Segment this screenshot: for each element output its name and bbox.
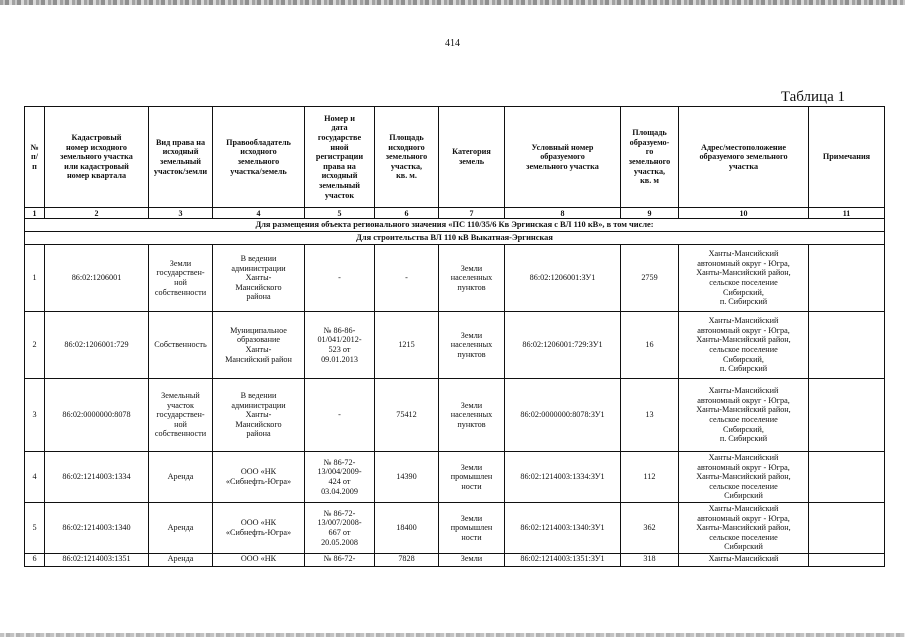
cell-conditional-number: 86:02:1206001:729:ЗУ1 bbox=[505, 312, 621, 379]
cell-cadastral-number: 86:02:1214003:1334 bbox=[45, 452, 149, 503]
header-new-area: Площадь образуемо- го земельного участка, кв. м bbox=[621, 107, 679, 208]
cell-source-area: 1215 bbox=[375, 312, 439, 379]
cell-address: Ханты-Мансийский автономный округ - Югра, Ханты-Мансийский район, сельское поселение Сибирский, п. Сибирский bbox=[679, 379, 809, 452]
cell-category: Земли bbox=[439, 554, 505, 567]
header-notes: Примечания bbox=[809, 107, 885, 208]
cell-category: Земли промышлен ности bbox=[439, 503, 505, 554]
cell-holder: ООО «НК «Сибнефть-Югра» bbox=[213, 503, 305, 554]
subsection-title: Для строительства ВЛ 110 кВ Выкатная-Эргинская bbox=[25, 232, 885, 245]
cell-cadastral-number: 86:02:1214003:1340 bbox=[45, 503, 149, 554]
column-number: 9 bbox=[621, 208, 679, 219]
section-row bbox=[25, 219, 885, 232]
subsection-row bbox=[25, 232, 885, 245]
cell-new-area: 13 bbox=[621, 379, 679, 452]
table-row bbox=[25, 554, 885, 567]
cell-address: Ханты-Мансийский bbox=[679, 554, 809, 567]
column-number: 8 bbox=[505, 208, 621, 219]
cell-cadastral-number: 86:02:0000000:8078 bbox=[45, 379, 149, 452]
column-number: 3 bbox=[149, 208, 213, 219]
cell-right-type: Аренда bbox=[149, 554, 213, 567]
scan-edge-top bbox=[0, 0, 905, 5]
cell-source-area: 14390 bbox=[375, 452, 439, 503]
cell-category: Земли промышлен ности bbox=[439, 452, 505, 503]
header-category: Категория земель bbox=[439, 107, 505, 208]
cell-conditional-number: 86:02:1206001:ЗУ1 bbox=[505, 245, 621, 312]
cell-registration: № 86-72- 13/004/2009- 424 от 03.04.2009 bbox=[305, 452, 375, 503]
column-number: 7 bbox=[439, 208, 505, 219]
header-num: № п/ п bbox=[25, 107, 45, 208]
cell-conditional-number: 86:02:0000000:8078:ЗУ1 bbox=[505, 379, 621, 452]
cell-row-number: 3 bbox=[25, 379, 45, 452]
cell-address: Ханты-Мансийский автономный округ - Югра, Ханты-Мансийский район, сельское поселение Сибирский bbox=[679, 452, 809, 503]
cell-cadastral-number: 86:02:1206001:729 bbox=[45, 312, 149, 379]
column-number: 1 bbox=[25, 208, 45, 219]
cell-source-area: 7828 bbox=[375, 554, 439, 567]
page-number: 414 bbox=[445, 38, 460, 49]
header-cadastral: Кадастровый номер исходного земельного участка или кадастровый номер квартала bbox=[45, 107, 149, 208]
header-row bbox=[25, 107, 885, 208]
table-row bbox=[25, 245, 885, 312]
cell-notes bbox=[809, 554, 885, 567]
header-registration: Номер и дата государстве нной регистрации права на исходный земельный участок bbox=[305, 107, 375, 208]
cell-new-area: 16 bbox=[621, 312, 679, 379]
data-rows bbox=[25, 245, 885, 567]
header-right-type: Вид права на исходный земельный участок/земли bbox=[149, 107, 213, 208]
cell-registration: № 86-86- 01/041/2012- 523 от 09.01.2013 bbox=[305, 312, 375, 379]
cell-right-type: Земельный участок государствен- ной собственности bbox=[149, 379, 213, 452]
cell-holder: Муниципальное образование Ханты- Мансийский район bbox=[213, 312, 305, 379]
cell-new-area: 318 bbox=[621, 554, 679, 567]
cell-cadastral-number: 86:02:1206001 bbox=[45, 245, 149, 312]
cell-conditional-number: 86:02:1214003:1351:ЗУ1 bbox=[505, 554, 621, 567]
header-holder: Правообладатель исходного земельного участка/земель bbox=[213, 107, 305, 208]
cell-notes bbox=[809, 379, 885, 452]
table-caption: Таблица 1 bbox=[780, 89, 845, 105]
cell-registration: - bbox=[305, 379, 375, 452]
column-number: 11 bbox=[809, 208, 885, 219]
cell-holder: ООО «НК bbox=[213, 554, 305, 567]
cell-row-number: 6 bbox=[25, 554, 45, 567]
cell-source-area: - bbox=[375, 245, 439, 312]
header-conditional-number: Условный номер образуемого земельного участка bbox=[505, 107, 621, 208]
cell-conditional-number: 86:02:1214003:1340:ЗУ1 bbox=[505, 503, 621, 554]
column-number: 10 bbox=[679, 208, 809, 219]
cell-source-area: 75412 bbox=[375, 379, 439, 452]
cell-address: Ханты-Мансийский автономный округ - Югра, Ханты-Мансийский район, сельское поселение Сибирский, п. Сибирский bbox=[679, 312, 809, 379]
cell-notes bbox=[809, 312, 885, 379]
header-source-area: Площадь исходного земельного участка, кв. м. bbox=[375, 107, 439, 208]
table-row bbox=[25, 452, 885, 503]
column-number: 2 bbox=[45, 208, 149, 219]
column-number-row bbox=[25, 208, 885, 219]
cell-row-number: 4 bbox=[25, 452, 45, 503]
cell-category: Земли населенных пунктов bbox=[439, 245, 505, 312]
cell-new-area: 362 bbox=[621, 503, 679, 554]
scan-edge-bottom bbox=[0, 633, 905, 637]
cell-registration: № 86-72- bbox=[305, 554, 375, 567]
cell-right-type: Аренда bbox=[149, 503, 213, 554]
cell-registration: - bbox=[305, 245, 375, 312]
table-row bbox=[25, 379, 885, 452]
cell-notes bbox=[809, 503, 885, 554]
column-number: 4 bbox=[213, 208, 305, 219]
cell-address: Ханты-Мансийский автономный округ - Югра, Ханты-Мансийский район, сельское поселение Сибирский bbox=[679, 503, 809, 554]
cell-new-area: 2759 bbox=[621, 245, 679, 312]
cell-holder: ООО «НК «Сибнефть-Югра» bbox=[213, 452, 305, 503]
cell-notes bbox=[809, 452, 885, 503]
cell-right-type: Собственность bbox=[149, 312, 213, 379]
land-plots-table bbox=[24, 106, 885, 567]
cell-right-type: Земли государствен- ной собственности bbox=[149, 245, 213, 312]
cell-new-area: 112 bbox=[621, 452, 679, 503]
cell-holder: В ведении администрации Ханты- Мансийского района bbox=[213, 245, 305, 312]
cell-row-number: 2 bbox=[25, 312, 45, 379]
cell-category: Земли населенных пунктов bbox=[439, 312, 505, 379]
cell-address: Ханты-Мансийский автономный округ - Югра, Ханты-Мансийский район, сельское поселение Сибирский, п. Сибирский bbox=[679, 245, 809, 312]
cell-row-number: 5 bbox=[25, 503, 45, 554]
table-row bbox=[25, 312, 885, 379]
column-number: 5 bbox=[305, 208, 375, 219]
section-title: Для размещения объекта регионального значения «ПС 110/35/6 Кв Эргинская с ВЛ 110 кВ», в том числе: bbox=[25, 219, 885, 232]
cell-row-number: 1 bbox=[25, 245, 45, 312]
cell-source-area: 18400 bbox=[375, 503, 439, 554]
column-number: 6 bbox=[375, 208, 439, 219]
header-address: Адрес/местоположение образуемого земельного участка bbox=[679, 107, 809, 208]
cell-category: Земли населенных пунктов bbox=[439, 379, 505, 452]
cell-holder: В ведении администрации Ханты- Мансийского района bbox=[213, 379, 305, 452]
cell-registration: № 86-72- 13/007/2008- 667 от 20.05.2008 bbox=[305, 503, 375, 554]
cell-right-type: Аренда bbox=[149, 452, 213, 503]
cell-notes bbox=[809, 245, 885, 312]
cell-conditional-number: 86:02:1214003:1334:ЗУ1 bbox=[505, 452, 621, 503]
cell-cadastral-number: 86:02:1214003:1351 bbox=[45, 554, 149, 567]
table-row bbox=[25, 503, 885, 554]
